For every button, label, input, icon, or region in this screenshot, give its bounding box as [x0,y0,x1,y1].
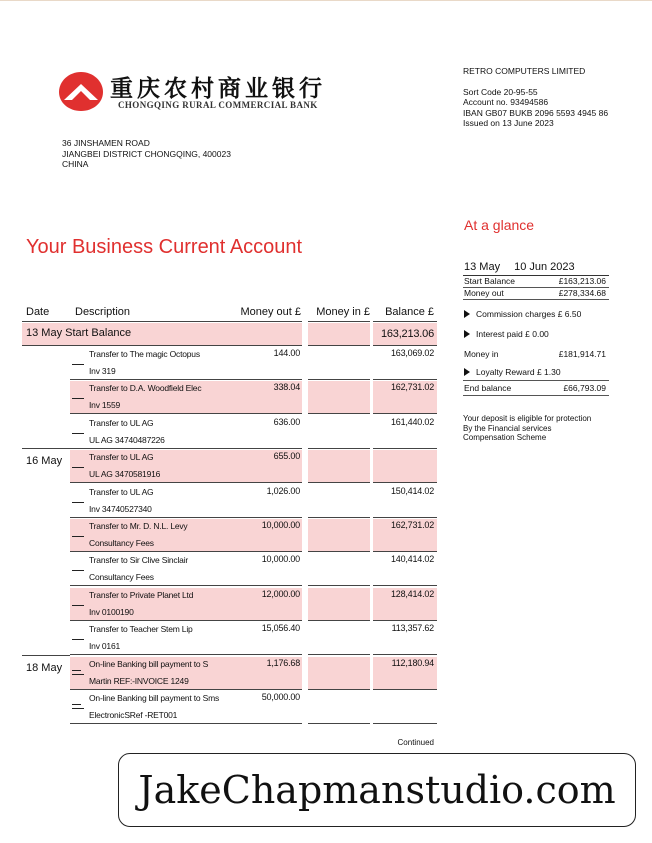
account-number: Account no. 93494586 [463,97,549,107]
balance-cell [373,553,437,586]
description-cell [70,691,302,724]
note-line: Compensation Scheme [463,433,547,442]
money-out-value: 1,026.00 [266,486,300,496]
triangle-bullet-icon [464,368,470,376]
description-line1: On-line Banking bill payment to Sms [89,693,220,703]
money-in-cell [308,691,370,724]
dash-icon [72,502,84,503]
deposit-protection-note [463,414,613,443]
bank-name-english: CHONGQING RURAL COMMERCIAL BANK [118,100,318,110]
description-cell [70,622,302,655]
description-cell [70,381,302,414]
money-in-cell [308,553,370,586]
top-border [0,0,652,1]
start-balance-value: £163,213.06 [558,276,606,286]
money-in-cell [308,381,370,414]
money-in-cell [308,485,370,518]
description-cell [70,519,302,552]
glance-interest [463,324,609,344]
dash-icon [72,704,81,705]
address-line: 36 JINSHAMEN ROAD [62,138,150,148]
note-line: Your deposit is eligible for protection [463,414,592,423]
glance-money-out [463,288,609,300]
money-out-value: £278,334.68 [558,288,606,298]
money-out-value: 655.00 [273,451,300,461]
description-line2: UL AG 3470581916 [89,469,161,479]
glance-money-in [463,344,609,364]
glance-commission [463,304,609,324]
dash-icon [72,398,84,399]
glance-loyalty [463,364,609,380]
description-cell [70,450,302,483]
issued-date: Issued on 13 June 2023 [463,118,554,128]
header-date: Date [26,306,50,318]
row-date: 16 May [26,455,63,467]
dash-icon [72,674,84,675]
period-to: 10 Jun 2023 [514,261,575,273]
money-out-value: 10,000.00 [261,520,300,530]
dash-icon [72,570,84,571]
start-in-cell [308,323,370,346]
money-in-cell [308,450,370,483]
balance-cell [373,622,437,655]
description-line1: Transfer to UL AG [89,487,154,497]
money-out-value: 50,000.00 [261,692,300,702]
balance-cell [373,691,437,724]
customer-name: RETRO COMPUTERS LIMITED [463,66,586,76]
money-in-cell [308,657,370,690]
money-in-cell [308,588,370,621]
description-line2: Inv 0100190 [89,607,134,617]
balance-cell [373,450,437,483]
bank-name-chinese: 重庆农村商业银行 [110,75,326,102]
glance-start-balance [463,276,609,288]
header-description: Description [75,306,131,318]
money-out-value: 636.00 [273,417,300,427]
bank-address [62,138,231,170]
address-line: CHINA [62,159,89,169]
triangle-bullet-icon [464,330,470,338]
balance-value: 163,069.02 [390,348,434,358]
description-cell [70,416,302,449]
dash-icon [72,708,84,709]
period-from: 13 May [464,261,501,273]
triangle-bullet-icon [464,310,470,318]
start-balance-value: 163,213.06 [380,328,434,340]
description-cell [70,588,302,621]
balance-cell [373,588,437,621]
loyalty-text: Loyalty Reward £ 1.30 [476,367,561,377]
description-line2: Inv 319 [89,366,116,376]
end-balance-value: £66,793.09 [563,383,606,393]
balance-cell [373,519,437,552]
header-rule [22,321,302,322]
header-rule [373,321,437,322]
continued-label: Continued [397,738,434,747]
start-balance-label: Start Balance [464,276,516,286]
balance-value: 128,414.02 [390,589,434,599]
header-rule [308,321,370,322]
balance-value: 112,180.94 [391,658,434,668]
dash-icon [72,364,84,365]
watermark: JakeChapmanstudio.com [118,753,636,827]
money-out-value: 338.04 [273,382,300,392]
balance-cell [373,347,437,380]
end-balance-label: End balance [464,383,512,393]
description-line2: UL AG 34740487226 [89,435,165,445]
glance-title: At a glance [464,217,535,233]
money-out-value: 10,000.00 [261,554,300,564]
money-out-value: 1,176.68 [266,658,300,668]
iban: IBAN GB07 BUKB 2096 5593 4945 86 [463,107,609,118]
description-cell [70,553,302,586]
description-cell [70,657,302,690]
date-group-rule [22,655,70,656]
start-balance-label: 13 May Start Balance [26,327,132,339]
description-line2: Consultancy Fees [89,538,154,548]
balance-value: 113,357.62 [391,623,434,633]
balance-value: 162,731.02 [390,382,434,392]
dash-icon [72,467,84,468]
balance-value: 161,440.02 [390,417,434,427]
description-line2: Inv 1559 [89,400,121,410]
balance-value: 150,414.02 [390,486,434,496]
money-out-value: 15,056.40 [261,623,300,633]
description-line1: On-line Banking bill payment to S [89,659,209,669]
balance-cell [373,416,437,449]
description-line2: Consultancy Fees [89,572,154,582]
money-in-cell [308,416,370,449]
date-group-rule [22,448,70,449]
description-line2: Inv 34740527340 [89,504,152,514]
start-balance-cell [373,323,437,346]
account-title: Your Business Current Account [26,236,303,258]
description-line1: Transfer to Private Planet Ltd [89,590,194,600]
description-line1: Transfer to Sir Clive Sinclair [89,555,189,565]
dash-icon [72,639,84,640]
glance-period [463,259,609,276]
balance-cell [373,485,437,518]
header-money-out: Money out £ [240,306,301,318]
dash-icon [72,605,84,606]
description-line1: Transfer to Mr. D. N.L. Levy [89,521,188,531]
balance-cell [373,381,437,414]
description-line2: Martin REF:-INVOICE 1249 [89,676,189,686]
description-cell [70,485,302,518]
description-cell [70,347,302,380]
dash-icon [72,536,84,537]
description-line1: Transfer to UL AG [89,452,154,462]
dash-icon [72,433,84,434]
money-in-cell [308,347,370,380]
address-line: JIANGBEI DISTRICT CHONGQING, 400023 [62,148,231,159]
dash-icon [72,670,81,671]
money-out-value: 12,000.00 [261,589,300,599]
start-balance-row [22,323,302,346]
money-in-cell [308,622,370,655]
description-line2: Inv 0161 [89,641,121,651]
money-out-label: Money out [464,288,504,298]
description-line1: Transfer to D.A. Woodfield Elec [89,383,202,393]
description-line1: Transfer to The magic Octopus [89,349,200,359]
description-line1: Transfer to UL AG [89,418,154,428]
glance-panel [463,259,609,443]
commission-text: Commission charges £ 6.50 [476,309,582,319]
money-in-label: Money in [464,349,499,359]
row-date: 18 May [26,662,63,674]
balance-value: 162,731.02 [390,520,434,530]
description-line2: ElectronicSRef -RET001 [89,710,178,720]
bank-logo-icon [58,70,104,112]
header-money-in: Money in £ [316,306,370,318]
header-balance: Balance £ [385,306,434,318]
money-out-value: 144.00 [273,348,300,358]
note-line: By the Financial services [463,423,552,433]
balance-cell [373,657,437,690]
description-line1: Transfer to Teacher Stem Lip [89,624,193,634]
interest-text: Interest paid £ 0.00 [476,329,549,339]
bank-logo [58,70,328,115]
money-in-cell [308,519,370,552]
balance-value: 140,414.02 [390,554,434,564]
customer-info [463,66,608,129]
money-in-value: £181,914.71 [558,349,606,359]
glance-end-balance [463,380,609,396]
sort-code: Sort Code 20-95-55 [463,86,538,97]
